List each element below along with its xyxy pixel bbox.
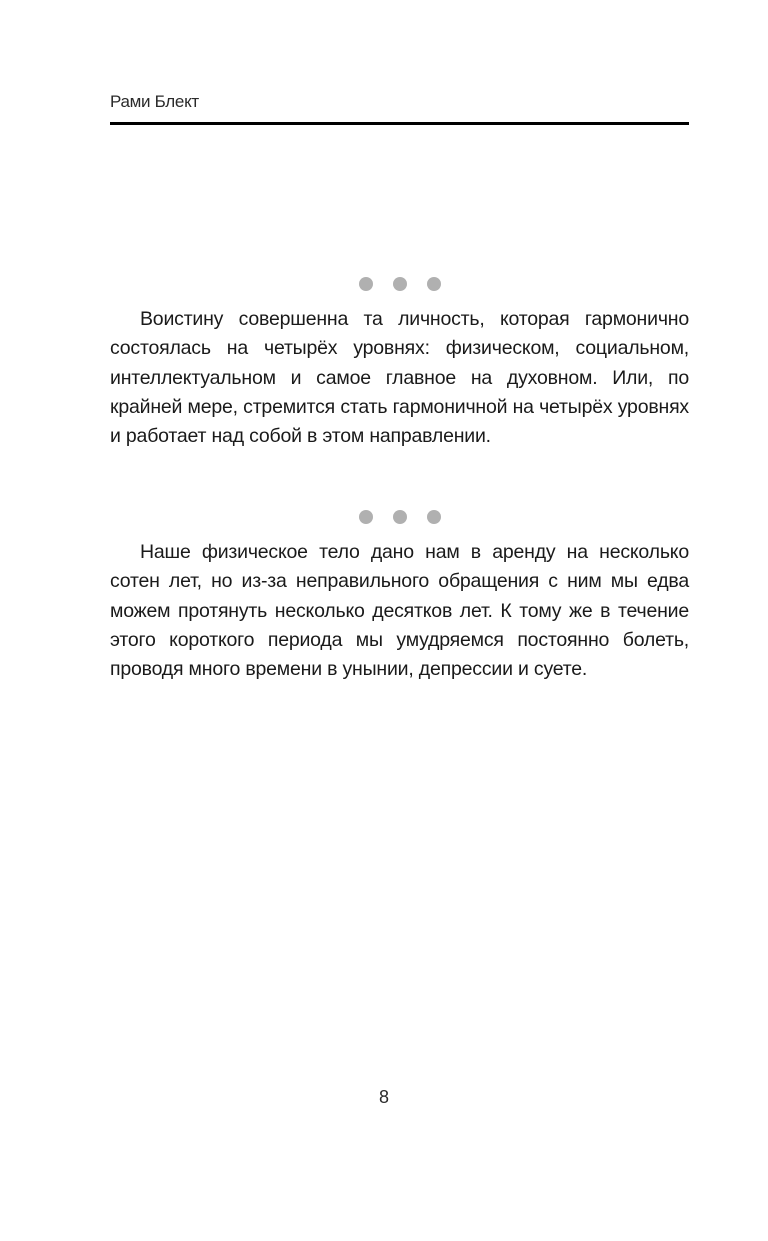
body-paragraph: Воистину совершенна та личность, которая гармонично состоялась на четырёх уровнях: физическом, социальном, интеллектуальном и самое главное на духовном. Или, по крайней мере, стремится стать гармоничной на четырёх уровнях и работает над собой в этом направлении. bbox=[110, 308, 689, 448]
header-rule bbox=[110, 122, 689, 125]
separator-dot-icon bbox=[427, 277, 441, 291]
separator-dot-icon bbox=[359, 277, 373, 291]
section-separator bbox=[110, 277, 689, 291]
separator-dot-icon bbox=[359, 510, 373, 524]
section-separator bbox=[110, 510, 689, 524]
separator-dot-icon bbox=[393, 510, 407, 524]
running-head-author: Рами Блект bbox=[110, 92, 199, 111]
separator-dot-icon bbox=[393, 277, 407, 291]
page-number: 8 bbox=[378, 1087, 389, 1107]
separator-dot-icon bbox=[427, 510, 441, 524]
body-paragraph: Наше физическое тело дано нам в аренду на несколько сотен лет, но из-за неправильного обращения с ним мы едва можем протянуть несколько десятков лет. К тому же в течение этого короткого периода мы умудряемся постоянно болеть, проводя много времени в унынии, депрессии и суете. bbox=[110, 541, 689, 681]
